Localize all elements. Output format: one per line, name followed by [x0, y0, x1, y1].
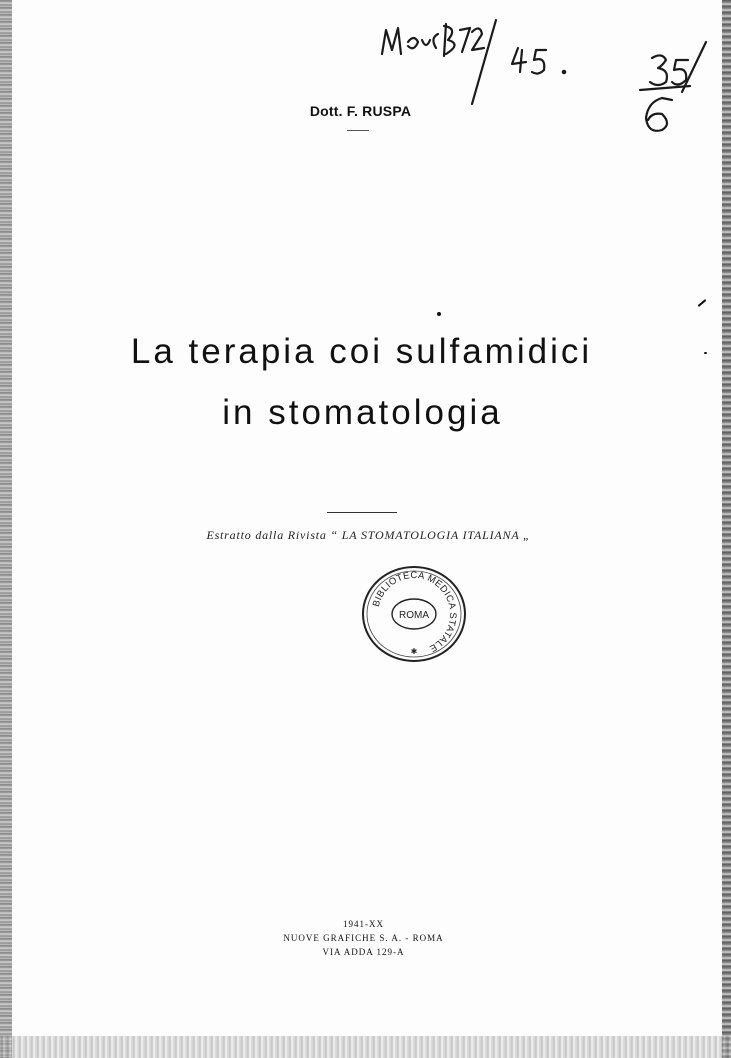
scan-speck [437, 312, 441, 316]
imprint-publisher: NUOVE GRAFICHE S. A. - ROMA [283, 933, 444, 943]
stamp-ring-text: BIBLIOTECA MEDICA STATALE [370, 569, 459, 654]
title-line-1: La terapia coi sulfamidici [130, 332, 593, 371]
scan-edge-bottom [0, 1036, 731, 1058]
author-name: Dott. F. RUSPA [309, 103, 412, 119]
library-stamp [355, 562, 473, 666]
stamp-center-text: ROMA [399, 610, 429, 621]
extract-note: Estratto dalla Rivista “ LA STOMATOLOGIA ITALIANA „ [206, 528, 531, 542]
imprint-address: VIA ADDA 129-A [322, 947, 405, 957]
imprint-year: 1941-XX [343, 919, 384, 929]
title-line-2: in stomatologia [222, 393, 503, 432]
scan-speck [698, 299, 707, 307]
section-rule [327, 512, 397, 513]
handwritten-archive-notes [360, 12, 720, 152]
stamp-graphic [355, 562, 473, 666]
stamp-star-icon: ✱ [410, 647, 418, 656]
handwriting-graphic [360, 12, 720, 152]
author-rule [347, 130, 369, 131]
